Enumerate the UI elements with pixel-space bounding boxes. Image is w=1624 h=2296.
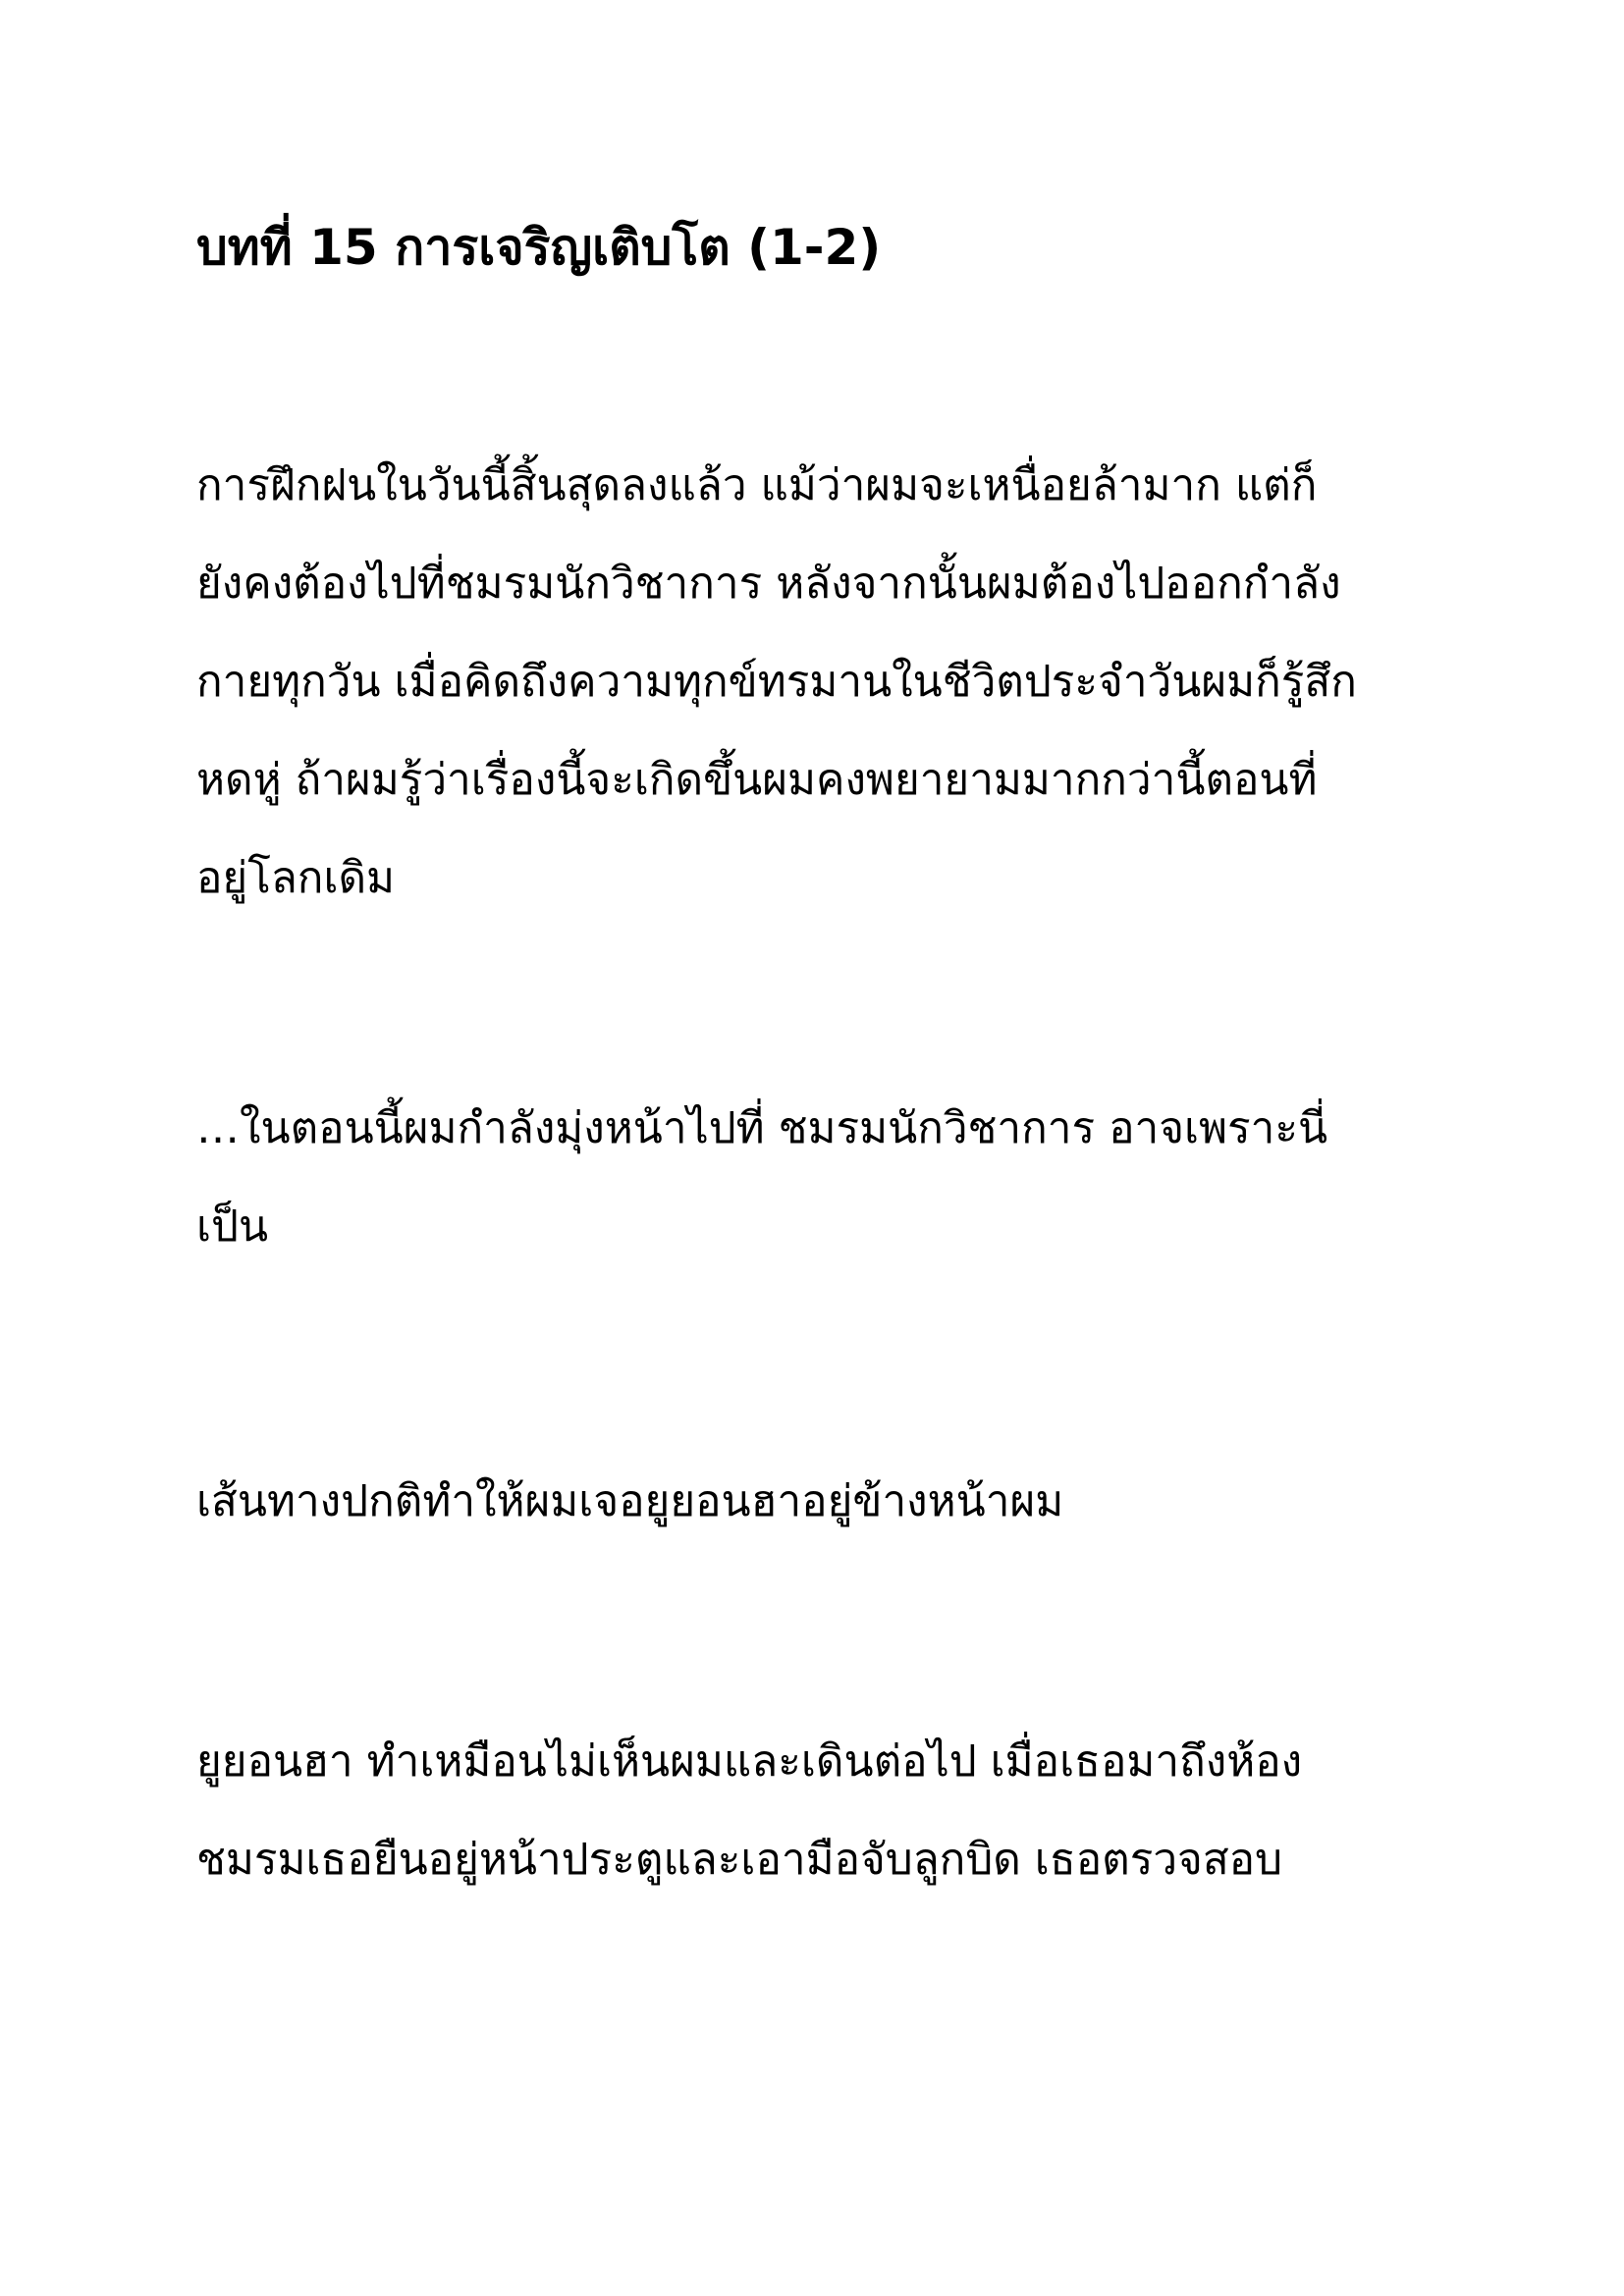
paragraph-line: เป็น xyxy=(196,1201,269,1252)
paragraph-line: กายทุกวัน เมื่อคิดถึงความทุกข์ทรมานในชีวิตประจำวันผมก็รู้สึก xyxy=(196,657,1357,707)
chapter-title: บทที่ 15 การเจริญเติบโต (1-2) xyxy=(196,219,882,276)
paragraph-3 xyxy=(196,1453,1473,1551)
paragraph-line: หดหู่ ถ้าผมรู้ว่าเรื่องนี้จะเกิดขึ้นผมคงพยายามมากกว่านี้ตอนที่ xyxy=(196,755,1318,805)
paragraph-4 xyxy=(196,1713,1473,1909)
paragraph-line: ยูยอนฮา ทำเหมือนไม่เห็นผมและเดินต่อไป เมื่อเธอมาถึงห้อง xyxy=(196,1736,1303,1787)
paragraph-2 xyxy=(196,1080,1473,1276)
paragraph-line: การฝึกฝนในวันนี้สิ้นสุดลงแล้ว แม้ว่าผมจะเหนื่อยล้ามาก แต่ก็ xyxy=(196,460,1318,510)
paragraph-line: …ในตอนนี้ผมกำลังมุ่งหน้าไปที่ ชมรมนักวิชาการ อาจเพราะนี่ xyxy=(196,1103,1328,1153)
paragraph-line: ชมรมเธอยืนอยู่หน้าประตูและเอามือจับลูกบิด เธอตรวจสอบ xyxy=(196,1835,1283,1885)
paragraph-line: เส้นทางปกติทำให้ผมเจอยูยอนฮาอยู่ข้างหน้าผม xyxy=(196,1476,1064,1526)
paragraph-1 xyxy=(196,437,1473,928)
paragraph-line: ยังคงต้องไปที่ชมรมนักวิชาการ หลังจากนั้นผมต้องไปออกกำลัง xyxy=(196,559,1341,609)
paragraph-line: อยู่โลกเดิม xyxy=(196,853,396,903)
